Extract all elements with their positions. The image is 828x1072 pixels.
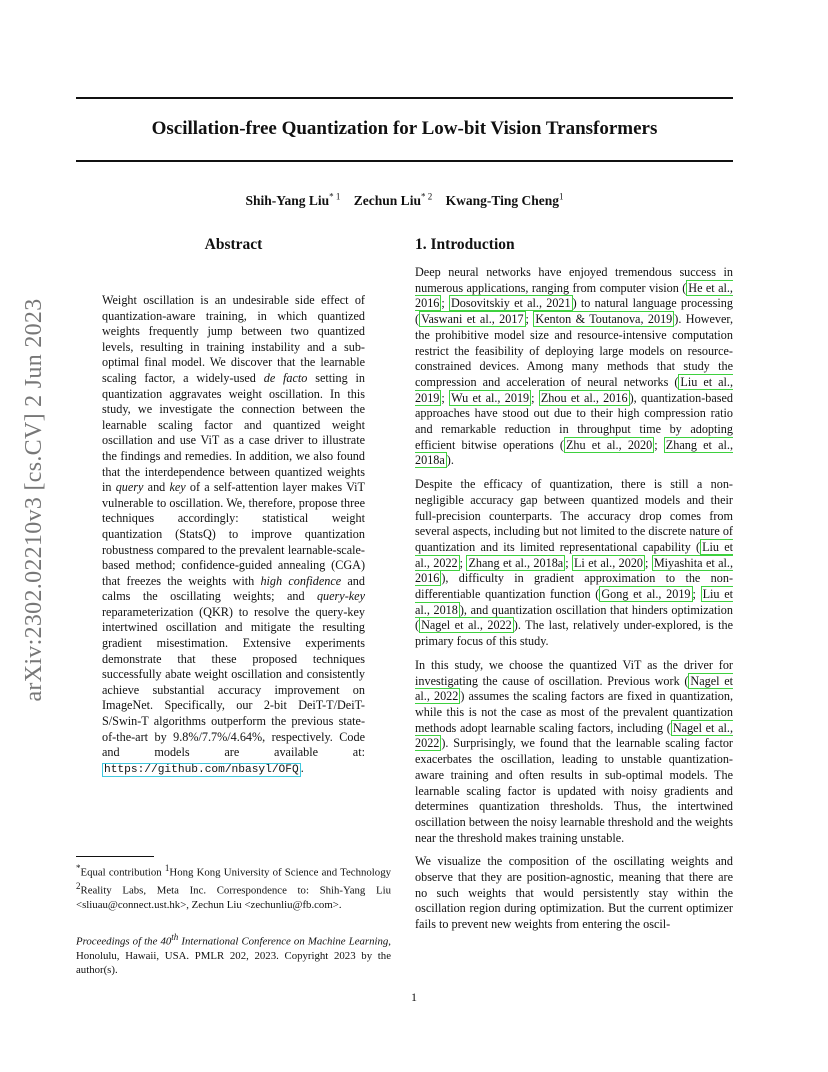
citation-link[interactable]: Zhu et al., 2020 [565,437,653,452]
author: Zechun Liu$^{* 2}$ [353,191,433,208]
citation-link[interactable]: Liu et al., 2018 [415,587,733,617]
introduction-body [415,265,733,933]
abstract-body: Weight oscillation is an undesirable side effect of quantization-aware training, in which quantized weights frequently jump between two quantized levels, resulting in training instability and a sub-optimal final model. We discover that the learnable scaling factor, a widely-used de facto setting in quantization aggravates weight oscillation. In this study, we investigate the connection between the learnable scaling factor and quantized weight oscillation and use ViT as a case driver to illustrate the findings and remedies. In addition, we also found that the interdependence between quantized weights in query and key of a self-attention layer makes ViT vulnerable to oscillation. We, therefore, propose three techniques accordingly: statistical weight quantization (StatsQ) to improve quantization robustness compared to the prevalent learnable-scale-based method; confidence-guided annealing (CGA) that freezes the weights with high confidence and calms the oscillating weights; and query-key reparameterization (QKR) to resolve the query-key intertwined oscillation and mitigate the resulting gradient misestimation. Extensive experiments demonstrate that these proposed techniques successfully abate weight oscillation and consistently achieve substantial accuracy improvement on ImageNet. Specifically, our 2-bit DeiT-T/DeiT-S/Swin-T algorithms outperform the previous state-of-the-art by 9.8%/7.7%/4.64%, respectively. Code and models are available at: https://github.com/nbasyl/OFQ . [102,293,366,776]
abstract-heading: Abstract [204,236,263,253]
proceedings-note: Proceedings of the 40th International Conference on Machine Learning, Honolulu, Hawaii, USA. PMLR 202, 2023. Copyright 2023 by the author(s). [76,932,391,976]
citation-link[interactable]: Miyashita et al., 2016 [415,555,734,586]
citation-link[interactable]: Zhou et al., 2016 [540,390,628,405]
intro-paragraph: We visualize the composition of the oscillating weights and observe that they are position-agnostic, meaning that there are no such weights that would persistently stay within the oscillation region during optimization. But the current optimizer fails to prevent new weights from entering the oscil- [415,854,733,932]
arxiv-watermark: arXiv:2302.02210v3 [cs.CV] 2 Jun 2023 [21,298,47,702]
title-bottom-rule [76,160,733,162]
citation-link[interactable]: Nagel et al., 2022 [421,618,512,633]
citation-link[interactable]: Zhang et al., 2018a [415,437,733,468]
citation-link[interactable]: Li et al., 2020 [573,555,644,570]
author-list [76,191,733,209]
intro-paragraph: Despite the efficacy of quantization, there is still a non-negligible accuracy gap between quantized models and their full-precision counterparts. The accuracy drop comes from several aspects, including but not limited to the discrete nature of quantization and its limited representational capability ( Liu et al., 2022 ; Zhang et al., 2018a ; Li et al., 2020 ; Miyashita et al., 2016 ), difficulty in gradient approximation to the non-differentiable quantization function ( Gong et al., 2019 ; Liu et al., 2018 ), and quantization oscillation that hinders optimization ( Nagel et al., 2022 ). The last, relatively under-explored, is the primary focus of this study. [415,477,734,649]
title-top-rule [76,97,733,99]
footnote-rule [76,856,154,857]
citation-link[interactable]: Liu et al., 2022 [415,539,733,570]
footnote: *Equal contribution $^1$Hong Kong University of Science and Technology $^2$Reality Labs, Meta Inc. Correspondence to: Shih-Yang Liu <sliuau@connect.ust.hk>, Zechun Liu <zechunliu@fb.com>. [76,863,391,911]
citation-link[interactable]: Liu et al., 2019 [415,374,734,405]
citation-link[interactable]: Nagel et al., 2022 [415,673,733,704]
citation-link[interactable]: Wu et al., 2019 [451,390,530,405]
page-number: 1 [411,990,417,1004]
paper-title: Oscillation-free Quantization for Low-bit Vision Transformers [151,118,658,139]
citation-link[interactable]: Nagel et al., 2022 [415,720,733,751]
citation-link[interactable]: Kenton & Toutanova, 2019 [535,312,673,327]
citation-link[interactable]: Vaswani et al., 2017 [421,312,524,327]
code-repo-link[interactable]: https://github.com/nbasyl/OFQ [104,763,299,776]
citation-link[interactable]: Dosovitskiy et al., 2021 [450,296,571,311]
author: Shih-Yang Liu$^{* 1}$ [245,191,341,208]
citation-link[interactable]: Gong et al., 2019 [601,587,691,602]
introduction-heading: 1. Introduction [415,236,515,253]
citation-link[interactable]: He et al., 2016 [415,280,733,311]
intro-paragraph: Deep neural networks have enjoyed tremendous success in numerous applications, ranging from computer vision ( He et al., 2016 ; Dosovitskiy et al., 2021 ) to natural language processing ( Vaswani et al., 2017 ; Kenton & Toutanova, 2019 ). However, the prohibitive model size and resource-intensive computation restrict the feasibility of deploying large models on resource-constrained devices. Among many methods that study the compression and acceleration of neural networks ( Liu et al., 2019 ; Wu et al., 2019 ; Zhou et al., 2016 ), quantization-based approaches have stood out due to their high compression ratio and remarkable reduction in throughput time by adopting efficient bitwise operations ( Zhu et al., 2020 ; Zhang et al., 2018a ). [415,265,734,468]
intro-paragraph: In this study, we choose the quantized ViT as the driver for investigating the cause of oscillation. Previous work ( Nagel et al., 2022 ) assumes the scaling factors are fixed in quantization, while this is not the case as most of the prevalent quantization methods adopt learnable scaling factors, including ( Nagel et al., 2022 ). Surprisingly, we found that the learnable scaling factor exacerbates the oscillation, leading to unstable quantization-aware training and often results in sub-optimal models. The learnable scaling factor is updated with noisy gradients and determines quantization thresholds. Thus, the intertwined oscillation between the noisy learnable threshold and the weights near the threshold makes training unstable. [415,657,734,845]
author: Kwang-Ting Cheng$^1$ [445,191,564,208]
citation-link[interactable]: Zhang et al., 2018a [468,555,564,570]
